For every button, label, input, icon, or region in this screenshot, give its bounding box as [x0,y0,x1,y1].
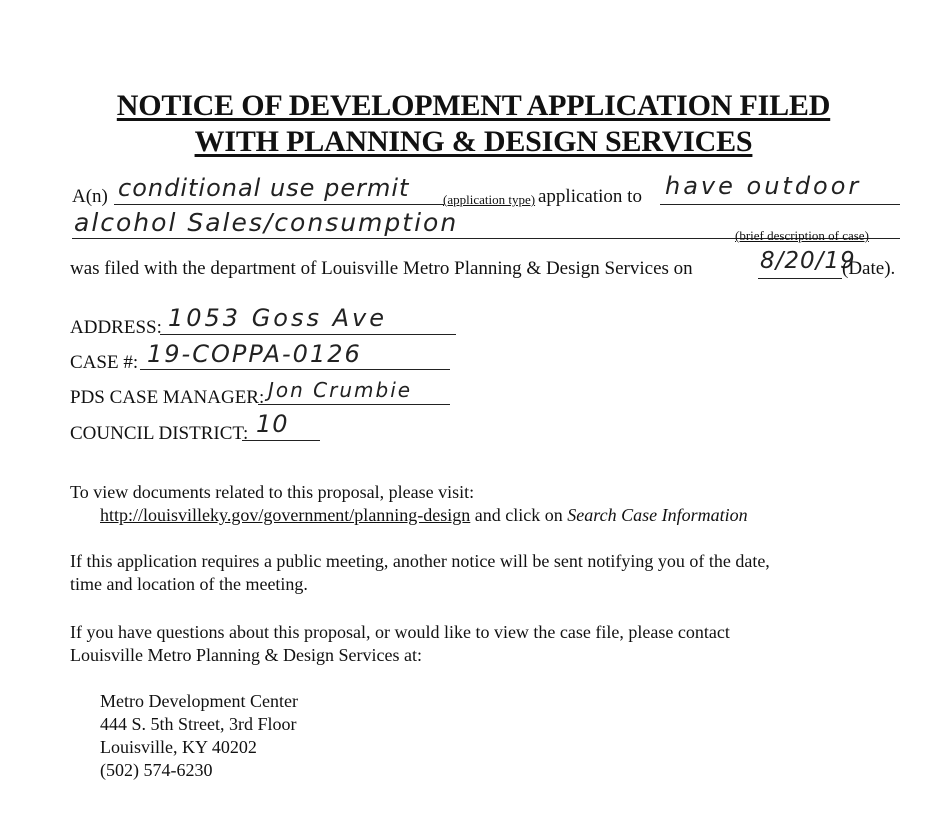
case-number-label: CASE #: [70,352,139,373]
filed-text: was filed with the department of Louisville Metro Planning & Design Services on [70,258,693,279]
contact-street: 444 S. 5th Street, 3rd Floor [100,714,297,734]
date-caption: (Date). [842,258,896,279]
contact-city: Louisville, KY 40202 [100,737,257,757]
meeting-line2: time and location of the meeting. [70,574,308,594]
notice-title-line2: WITH PLANNING & DESIGN SERVICES [194,125,753,158]
contact-name: Metro Development Center [100,691,298,711]
view-docs-after-url: and click on [474,505,563,525]
case-manager-value: Jon Crumbie [268,378,413,402]
application-connector: application to [538,186,642,207]
date-value: 8/20/19 [760,248,856,274]
case-number-value: 19-COPPA-0126 [147,340,362,368]
description-value-line2: alcohol Sales/consumption [74,208,459,237]
council-district-label: COUNCIL DISTRICT: [70,423,249,444]
application-type-value: conditional use permit [118,174,410,202]
application-type-caption: (application type) [443,192,536,207]
description-caption: (brief description of case) [735,228,869,243]
address-value: 1053 Goss Ave [168,304,388,332]
notice-title-line1: NOTICE OF DEVELOPMENT APPLICATION FILED [116,89,831,122]
questions-line2: Louisville Metro Planning & Design Services at: [70,645,422,665]
address-label: ADDRESS: [70,317,162,338]
case-manager-label: PDS CASE MANAGER: [70,387,265,408]
contact-phone: (502) 574-6230 [100,760,213,780]
planning-design-link[interactable]: http://louisvilleky.gov/government/planning-design [100,505,471,525]
description-value-line1: have outdoor [665,172,862,200]
search-case-information-label: Search Case Information [567,505,748,525]
view-docs-intro: To view documents related to this proposal, please visit: [70,482,475,502]
council-district-value: 10 [256,410,289,438]
questions-line1: If you have questions about this proposal, or would like to view the case file, please contact [70,622,730,642]
meeting-line1: If this application requires a public meeting, another notice will be sent notifying you of the date, [70,551,770,571]
application-prefix: A(n) [72,186,108,207]
